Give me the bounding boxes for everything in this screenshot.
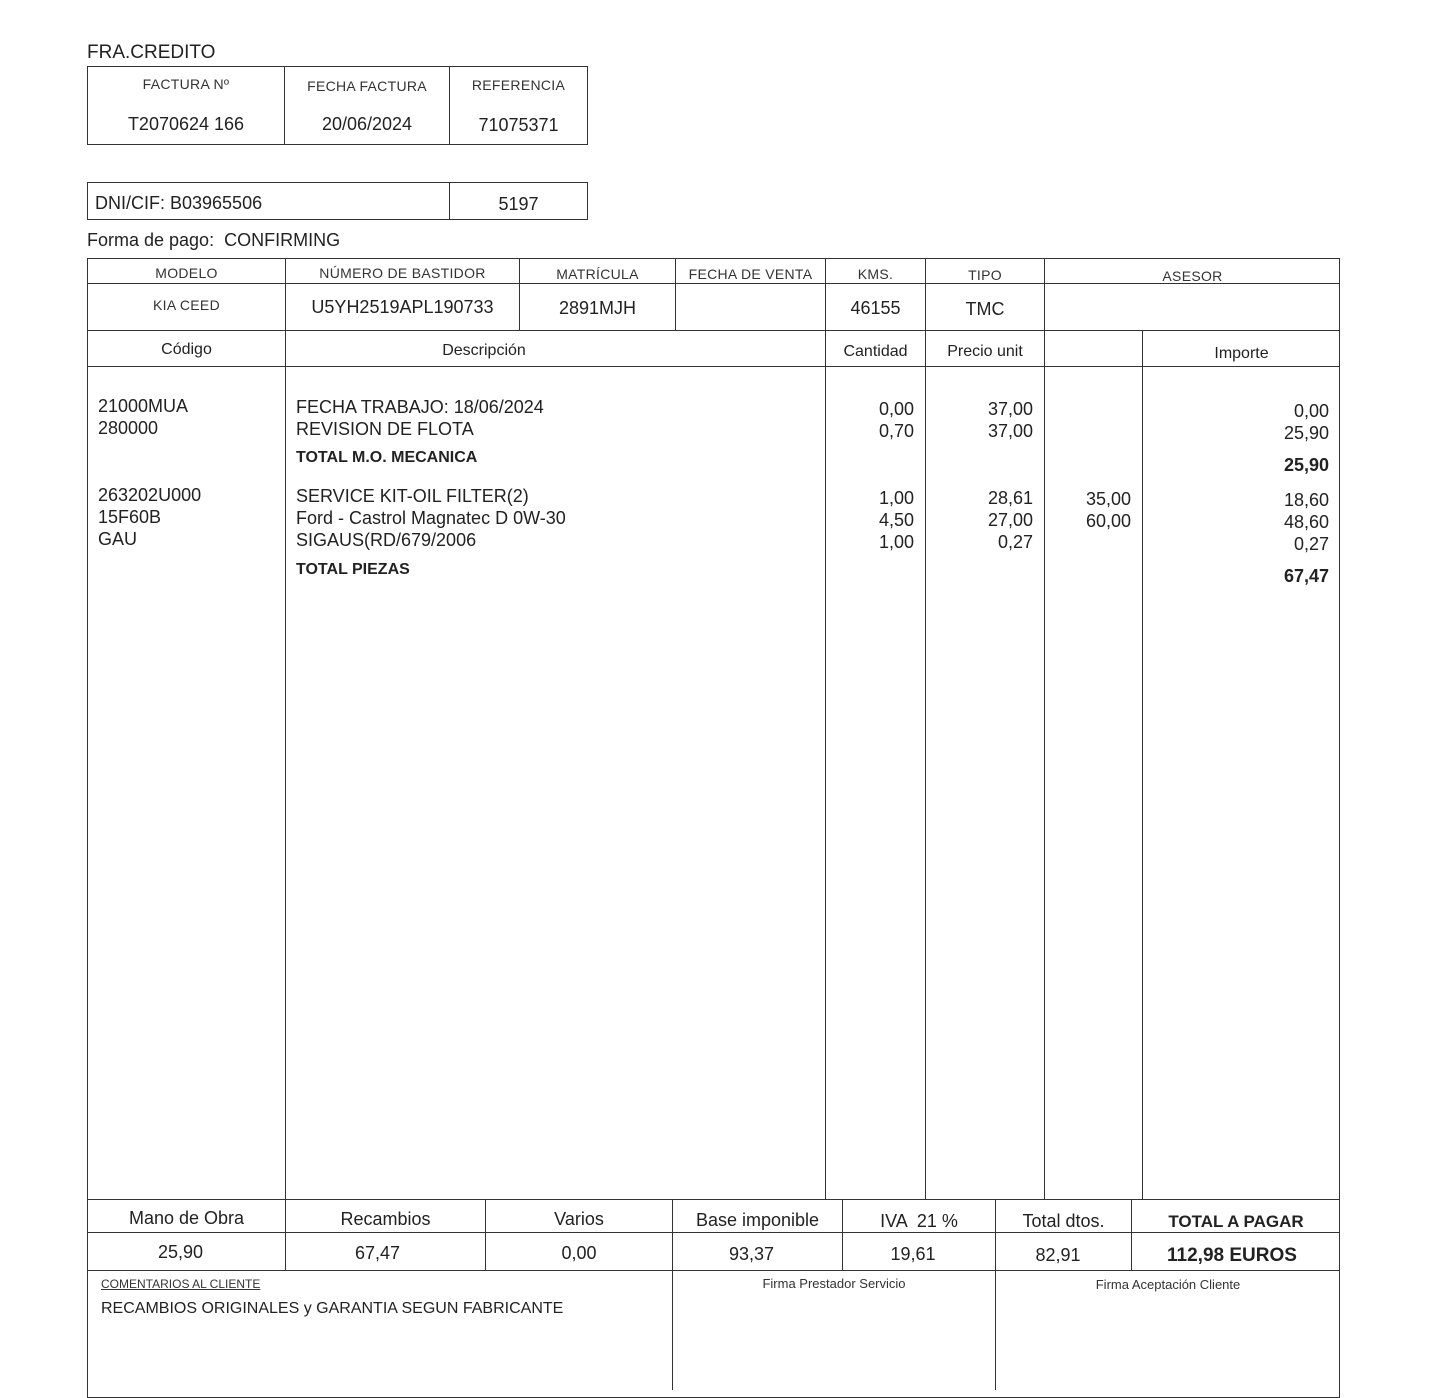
lines-header-unit-price: Precio unit	[947, 343, 1023, 360]
parts-amounts	[1143, 489, 1329, 555]
reference-number: 71075371	[478, 115, 559, 135]
vehicle-plate: 2891MJH	[558, 298, 637, 318]
provider-signature-label: Firma Prestador Servicio	[762, 1276, 906, 1291]
client-tax-id: DNI/CIF: B03965506	[95, 193, 263, 213]
invoice-date-label: FECHA FACTURA	[307, 78, 427, 94]
total-label-parts: Recambios	[340, 1209, 431, 1229]
line-description: SERVICE KIT-OIL FILTER(2)	[296, 486, 529, 506]
invoice-number-label: FACTURA Nº	[142, 76, 230, 92]
vehicle-header-vin: NÚMERO DE BASTIDOR	[319, 265, 486, 281]
line-code: 280000	[98, 418, 159, 438]
line-amount: 48,60	[1283, 512, 1329, 532]
payment-method: Forma de pago: CONFIRMING	[87, 230, 341, 250]
line-quantity: 0,70	[878, 421, 914, 441]
total-value-to-pay: 112,98 EUROS	[1167, 1245, 1297, 1266]
total-label-discounts: Total dtos.	[1022, 1211, 1105, 1231]
vehicle-header-kms: KMS.	[857, 266, 894, 282]
line-description: REVISION DE FLOTA	[296, 419, 474, 439]
client-code: 5197	[498, 194, 539, 214]
lines-header-code: Código	[161, 341, 212, 358]
comments-label: COMENTARIOS AL CLIENTE	[101, 1277, 261, 1291]
line-amount: 25,90	[1283, 423, 1329, 443]
total-value-vat: 19,61	[890, 1244, 936, 1264]
line-amount: 0,27	[1293, 534, 1329, 554]
line-code: GAU	[98, 529, 138, 549]
line-discount: 60,00	[1085, 511, 1131, 531]
line-quantity: 1,00	[878, 532, 914, 552]
line-quantity: 1,00	[878, 488, 914, 508]
total-value-discounts: 82,91	[1035, 1245, 1081, 1265]
line-code: 21000MUA	[98, 396, 189, 416]
total-label-misc: Varios	[554, 1209, 604, 1229]
divider	[87, 1270, 1340, 1271]
labor-total-value: 25,90	[1283, 455, 1329, 475]
line-unit-price: 28,61	[987, 488, 1033, 508]
labor-unit-prices	[926, 398, 1033, 442]
total-value-parts: 67,47	[354, 1243, 401, 1263]
line-code: 263202U000	[98, 485, 202, 505]
line-quantity: 4,50	[878, 510, 914, 530]
total-value-tax-base: 93,37	[728, 1244, 775, 1264]
line-discount: 35,00	[1085, 489, 1131, 509]
vehicle-header-type: TIPO	[968, 267, 1002, 283]
labor-total-label: TOTAL M.O. MECANICA	[296, 449, 478, 466]
line-description: Ford - Castrol Magnatec D 0W-30	[296, 508, 566, 528]
vehicle-vin: U5YH2519APL190733	[311, 297, 494, 317]
labor-quantities	[826, 398, 914, 442]
divider	[87, 330, 1340, 331]
vehicle-model: KIA CEED	[153, 297, 220, 313]
line-code: 15F60B	[98, 507, 162, 527]
client-signature-label: Firma Aceptación Cliente	[1095, 1277, 1241, 1292]
lines-header-amount: Importe	[1214, 345, 1269, 362]
line-unit-price: 27,00	[987, 510, 1033, 530]
reference-label: REFERENCIA	[471, 77, 566, 93]
divider	[87, 1199, 1340, 1200]
line-description: FECHA TRABAJO: 18/06/2024	[296, 397, 544, 417]
line-unit-price: 37,00	[987, 399, 1033, 419]
total-label-to-pay: TOTAL A PAGAR	[1168, 1212, 1304, 1231]
lines-header-quantity: Cantidad	[843, 343, 908, 360]
vehicle-header-sale-date: FECHA DE VENTA	[688, 266, 813, 282]
line-quantity: 0,00	[878, 399, 914, 419]
vehicle-header-model: MODELO	[155, 265, 218, 281]
parts-total-label: TOTAL PIEZAS	[296, 561, 410, 578]
line-description: SIGAUS(RD/679/2006	[296, 530, 477, 550]
total-label-tax-base: Base imponible	[695, 1210, 820, 1230]
labor-codes	[98, 395, 188, 439]
divider	[87, 366, 1340, 367]
divider	[285, 258, 286, 1200]
total-label-labor: Mano de Obra	[128, 1208, 245, 1228]
vehicle-header-plate: MATRÍCULA	[556, 266, 639, 282]
total-value-labor: 25,90	[157, 1242, 204, 1262]
invoice-date: 20/06/2024	[321, 114, 413, 134]
lines-header-description: Descripción	[442, 342, 526, 359]
parts-discounts	[1045, 488, 1131, 532]
comments-text: RECAMBIOS ORIGINALES y GARANTIA SEGUN FABRICANTE	[101, 1300, 564, 1317]
vehicle-kms: 46155	[850, 298, 901, 318]
parts-quantities	[826, 487, 914, 553]
document-type: FRA.CREDITO	[87, 42, 216, 63]
divider	[87, 1232, 1340, 1233]
line-amount: 18,60	[1283, 490, 1329, 510]
labor-amounts	[1143, 400, 1329, 444]
parts-total-value: 67,47	[1283, 566, 1329, 586]
vehicle-header-advisor: ASESOR	[1162, 268, 1223, 284]
total-value-misc: 0,00	[561, 1243, 597, 1263]
parts-codes	[98, 484, 201, 550]
invoice-number: T2070624 166	[127, 114, 245, 134]
line-amount: 0,00	[1293, 401, 1329, 421]
divider	[1044, 258, 1045, 1200]
labor-descriptions	[296, 396, 544, 440]
parts-unit-prices	[926, 487, 1033, 553]
line-unit-price: 0,27	[997, 532, 1033, 552]
total-label-vat: IVA 21 %	[880, 1211, 958, 1231]
line-unit-price: 37,00	[987, 421, 1033, 441]
parts-descriptions	[296, 485, 566, 551]
vehicle-type: TMC	[965, 299, 1005, 319]
